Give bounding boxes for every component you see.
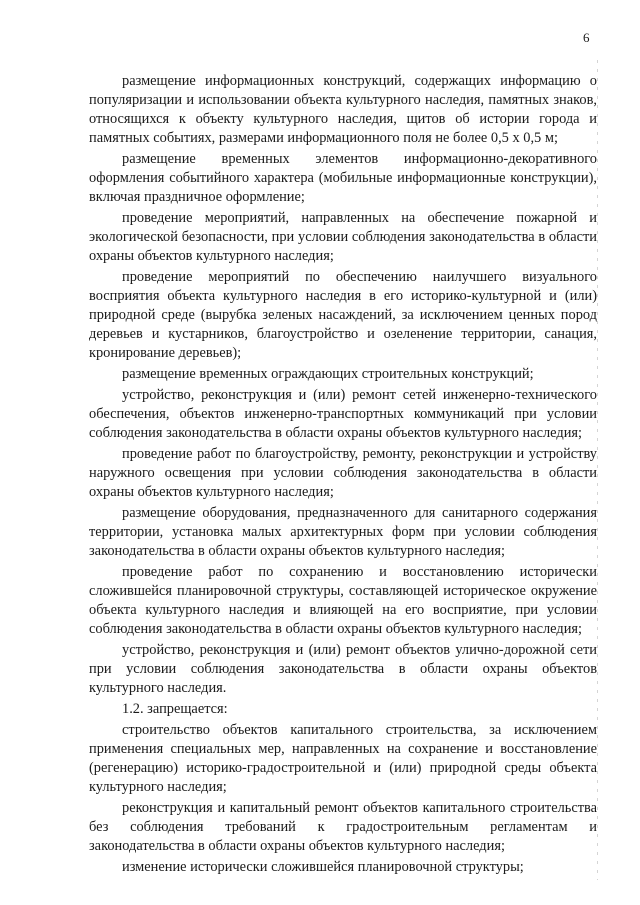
paragraph: размещение временных элементов информационно-декоративного оформления событийного характера (мобильные информационные конструкции), включая праздничное оформление;: [89, 151, 597, 205]
paragraph: устройство, реконструкция и (или) ремонт сетей инженерно-технического обеспечения, объектов инженерно-транспортных коммуникаций при условии соблюдения законодательства в области охраны объектов культурного наследия;: [89, 387, 597, 441]
paragraph: устройство, реконструкция и (или) ремонт объектов улично-дорожной сети при условии соблюдения законодательства в области охраны объектов культурного наследия.: [89, 642, 597, 696]
paragraph: размещение временных ограждающих строительных конструкций;: [122, 366, 534, 382]
paragraph: размещение оборудования, предназначенного для санитарного содержания территории, установка малых архитектурных форм при условии соблюдения законодательства в области охраны объектов культурного наследия;: [89, 505, 597, 559]
paragraph: проведение работ по благоустройству, ремонту, реконструкции и устройству наружного освещения при условии соблюдения законодательства в области охраны объектов культурного наследия;: [89, 446, 597, 500]
paragraph: проведение работ по сохранению и восстановлению исторически сложившейся планировочной структуры, составляющей историческое окружение объекта культурного наследия и влияющей на его восприятие, при условии соблюдения законодательства в области охраны объектов культурного наследия;: [89, 564, 597, 637]
paragraph: реконструкция и капитальный ремонт объектов капитального строительства без соблюдения требований к градостроительным регламентам и законодательства в области охраны объектов культурного наследия;: [89, 800, 597, 854]
paragraph: проведение мероприятий по обеспечению наилучшего визуального восприятия объекта культурного наследия в его историко-культурной и (или) природной среде (вырубка зеленых насаждений, за исключением ценных пород деревьев и кустарников, благоустройство и озеленение территории, санация, кронирование деревьев);: [89, 269, 597, 361]
paragraph: строительство объектов капитального строительства, за исключением применения специальных мер, направленных на сохранение и восстановление (регенерацию) историко-градостроительной и (или) природной среды объекта культурного наследия;: [89, 722, 597, 795]
paragraph: изменение исторически сложившейся планировочной структуры;: [122, 859, 524, 875]
paragraph: проведение мероприятий, направленных на обеспечение пожарной и экологической безопасности, при условии соблюдения законодательства в области охраны объектов культурного наследия;: [89, 210, 597, 264]
page-number: 6: [583, 30, 590, 45]
section-heading: 1.2. запрещается:: [122, 701, 228, 717]
paragraph: размещение информационных конструкций, содержащих информацию о популяризации и использовании объекта культурного наследия, памятных знаков, относящихся к объекту культурного наследия, щитов об истории города и памятных событиях, размерами информационного поля не более 0,5 х 0,5 м;: [89, 73, 597, 146]
document-body: [89, 72, 597, 877]
scan-artifact-line: [597, 60, 598, 880]
